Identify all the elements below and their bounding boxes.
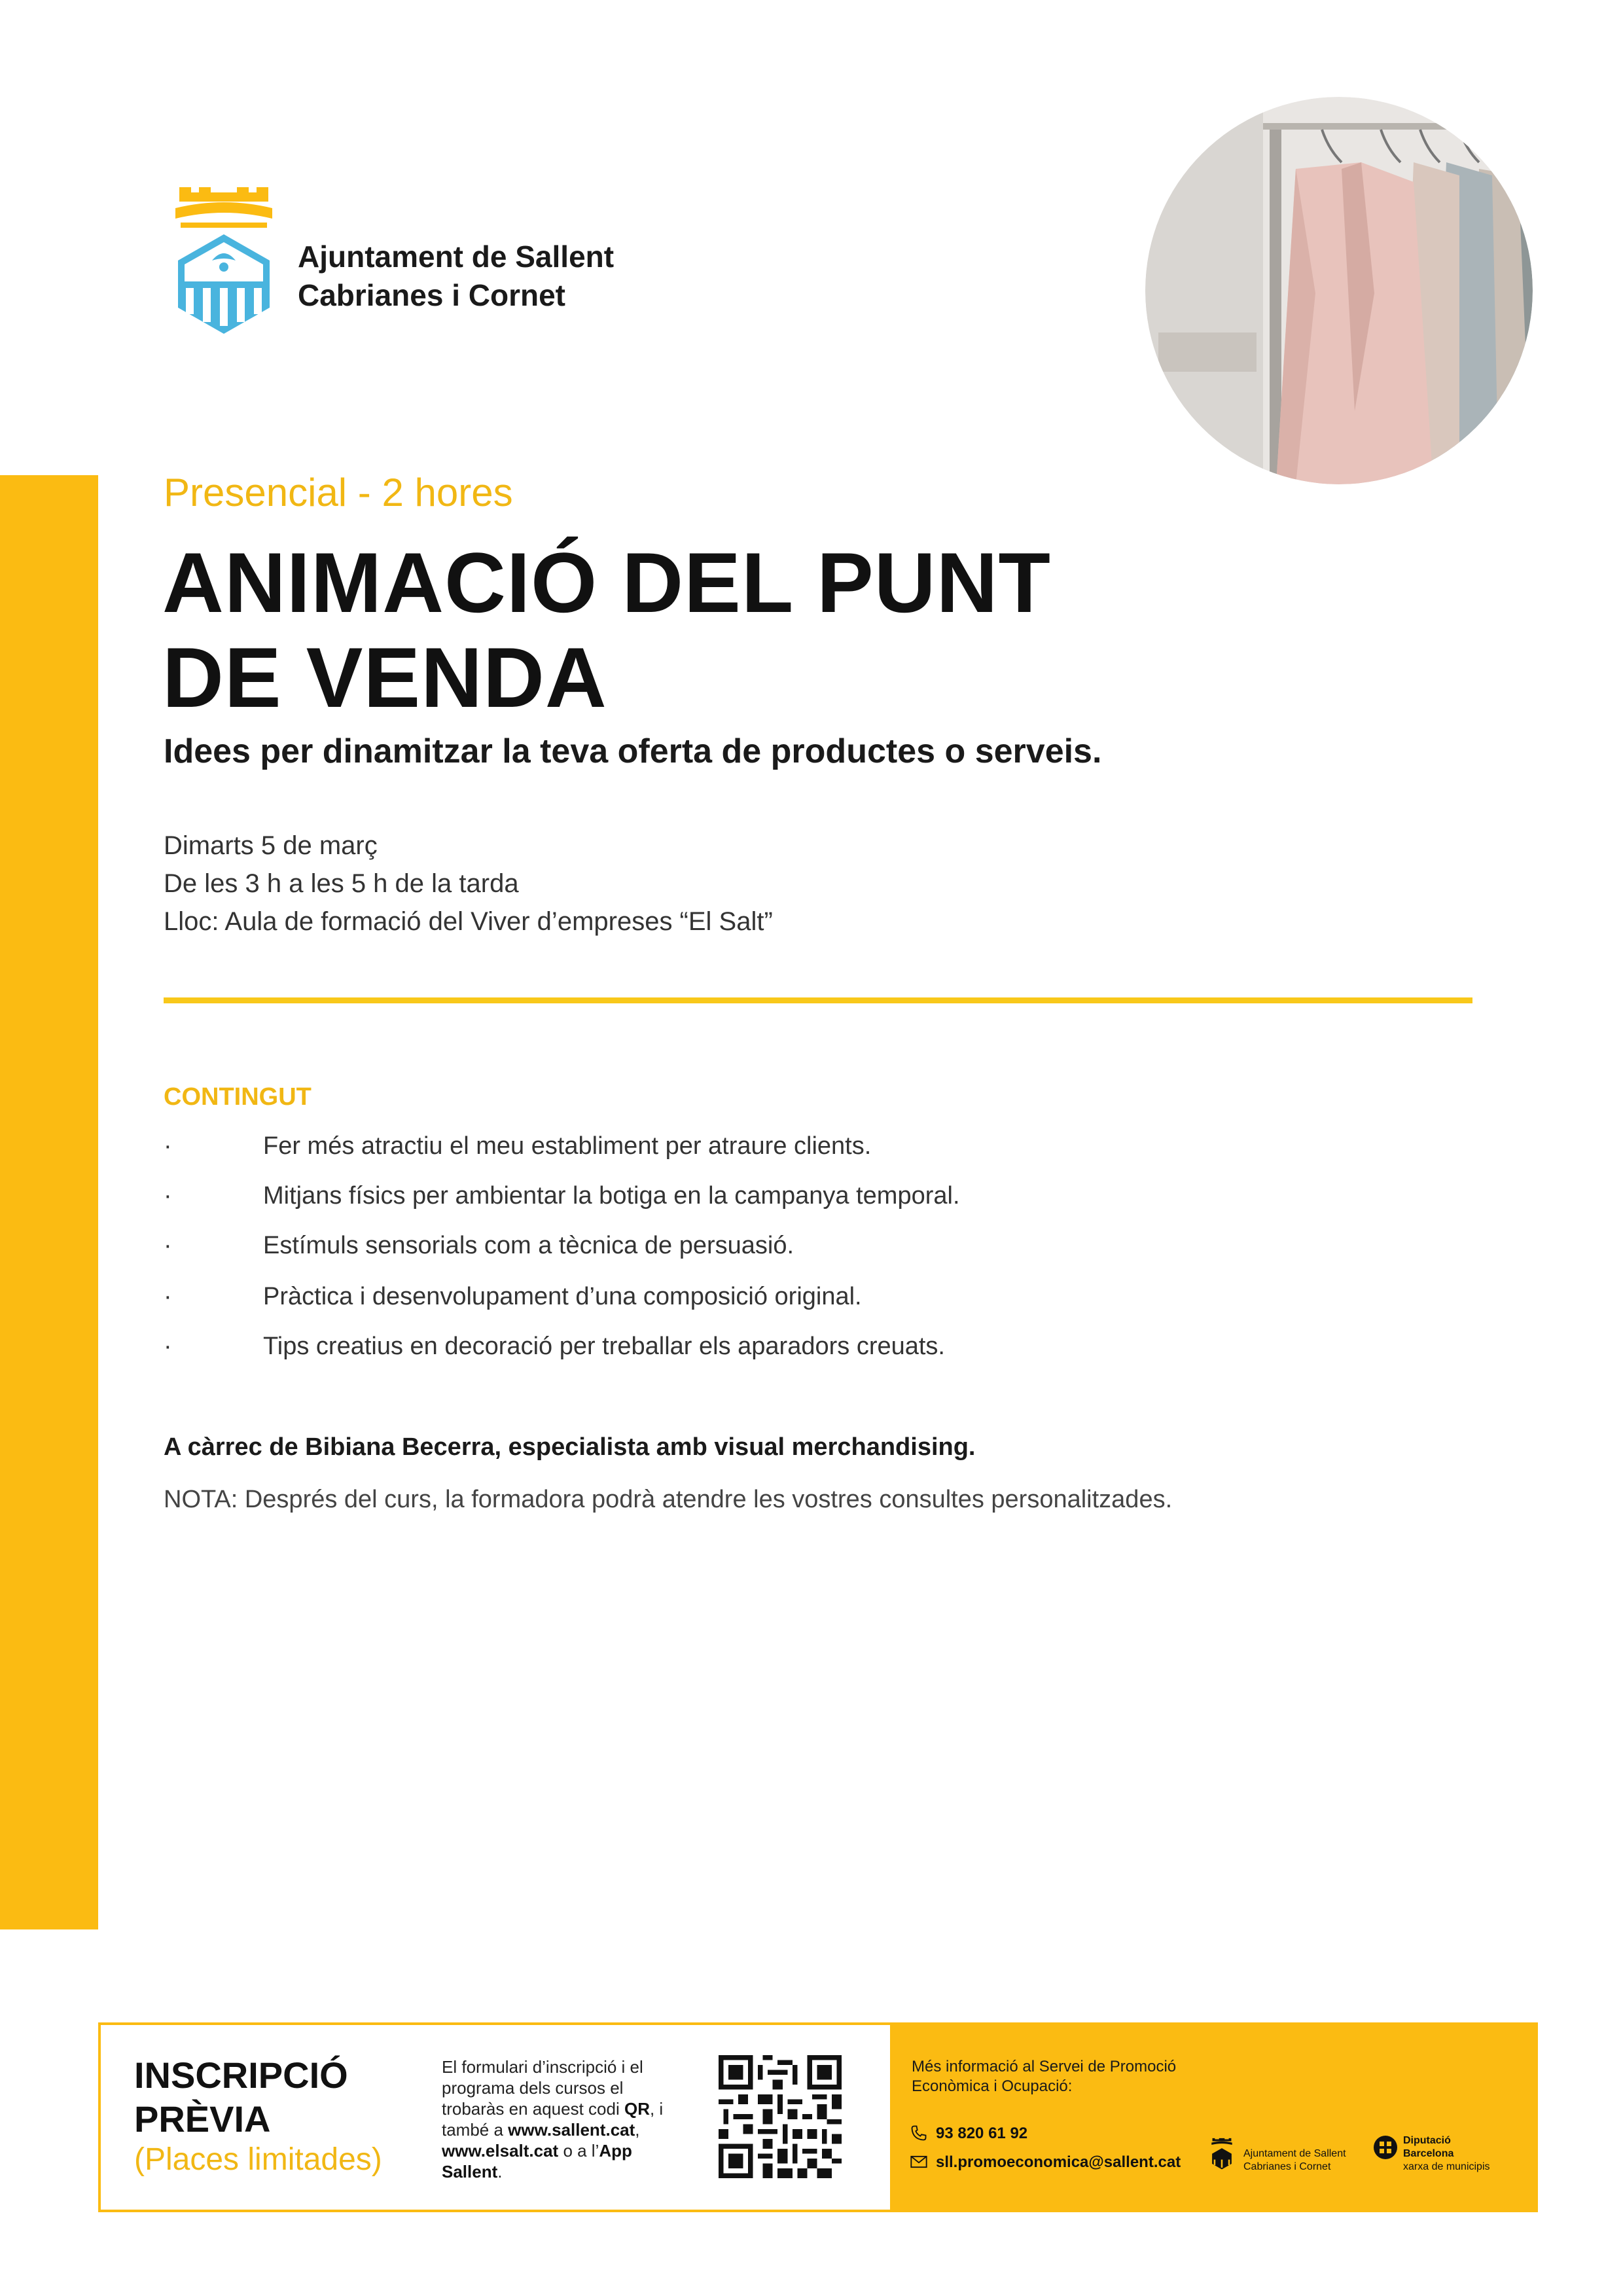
event-date: Dimarts 5 de març [164, 831, 378, 860]
diputacio-line1: Diputació [1403, 2135, 1451, 2146]
diputacio-line3: xarxa de municipis [1403, 2161, 1490, 2172]
list-item-text: Mitjans físics per ambientar la botiga en la campanya temporal. [263, 1182, 960, 1210]
instructions-text: . [497, 2162, 503, 2181]
event-time: De les 3 h a les 5 h de la tarda [164, 869, 519, 898]
registration-heading-line2: PRÈVIA [134, 2098, 271, 2140]
clothes-rack-photo [1145, 97, 1533, 484]
event-title-line2: DE VENDA [162, 630, 607, 725]
instructions-text: , [635, 2120, 640, 2140]
org-name-line2: Cabrianes i Cornet [298, 278, 565, 312]
registration-limited: (Places limitades) [134, 2142, 382, 2177]
event-place: Lloc: Aula de formació del Viver d’empreses “El Salt” [164, 907, 773, 936]
list-item-text: Tips creatius en decoració per treballar els aparadors creuats. [263, 1333, 945, 1360]
note-text: NOTA: Després del curs, la formadora podrà atendre les vostres consultes personalitzades. [164, 1486, 1173, 1513]
phone-number: 93 820 61 92 [936, 2125, 1028, 2142]
bullet-icon: · [164, 1232, 172, 1259]
bullet-icon: · [164, 1283, 172, 1310]
list-item-text: Pràctica i desenvolupament d’una composició original. [263, 1283, 862, 1310]
bullet-icon: · [164, 1132, 172, 1160]
municipal-logo-small [1211, 2134, 1233, 2173]
footer-org-line2: Cabrianes i Cornet [1243, 2161, 1331, 2172]
event-title-line1: ANIMACIÓ DEL PUNT [162, 535, 1051, 630]
bullet-icon: · [164, 1182, 172, 1210]
website-link-elsalt[interactable]: www.elsalt.cat [442, 2141, 559, 2161]
bullet-icon: · [164, 1333, 172, 1360]
crown-icon [175, 187, 272, 228]
email-address: sll.promoeconomica@sallent.cat [936, 2153, 1181, 2171]
diputacio-line2: Barcelona [1403, 2148, 1454, 2159]
instructions-text: El formulari d’inscripció i el programa dels cursos el trobaràs en aquest codi [442, 2057, 643, 2119]
content-heading: CONTINGUT [164, 1083, 312, 1111]
section-divider [164, 997, 1472, 1003]
footer-org-line1: Ajuntament de Sallent [1243, 2148, 1346, 2159]
event-format: Presencial - 2 hores [164, 471, 513, 514]
instructions-text: o a l’ [558, 2141, 599, 2161]
more-info-text: Més informació al Servei de Promoció Econòmica i Ocupació: [912, 2058, 1177, 2095]
event-tagline: Idees per dinamitzar la teva oferta de productes o serveis. [164, 732, 1102, 770]
app-mention: App Sallent [442, 2141, 632, 2181]
phone-icon [910, 2124, 928, 2142]
org-name-line1: Ajuntament de Sallent [298, 240, 615, 274]
registration-instructions [442, 2056, 684, 2182]
qr-mention: QR [624, 2099, 650, 2119]
registration-heading-line1: INSCRIPCIÓ [134, 2054, 348, 2096]
diputacio-icon [1373, 2135, 1398, 2160]
shield-icon [178, 234, 270, 334]
accent-side-bar [0, 475, 98, 1929]
list-item-text: Fer més atractiu el meu establiment per atraure clients. [263, 1132, 872, 1160]
trainer-info: A càrrec de Bibiana Becerra, especialista amb visual merchandising. [164, 1433, 976, 1461]
website-link-sallent[interactable]: www.sallent.cat [508, 2120, 635, 2140]
qr-code[interactable] [719, 2055, 842, 2178]
instructions-text: , i també a [442, 2099, 664, 2140]
footer-contact-panel [890, 2022, 1538, 2212]
mail-icon [910, 2153, 928, 2171]
list-item-text: Estímuls sensorials com a tècnica de persuasió. [263, 1232, 794, 1259]
municipal-logo [171, 183, 276, 334]
